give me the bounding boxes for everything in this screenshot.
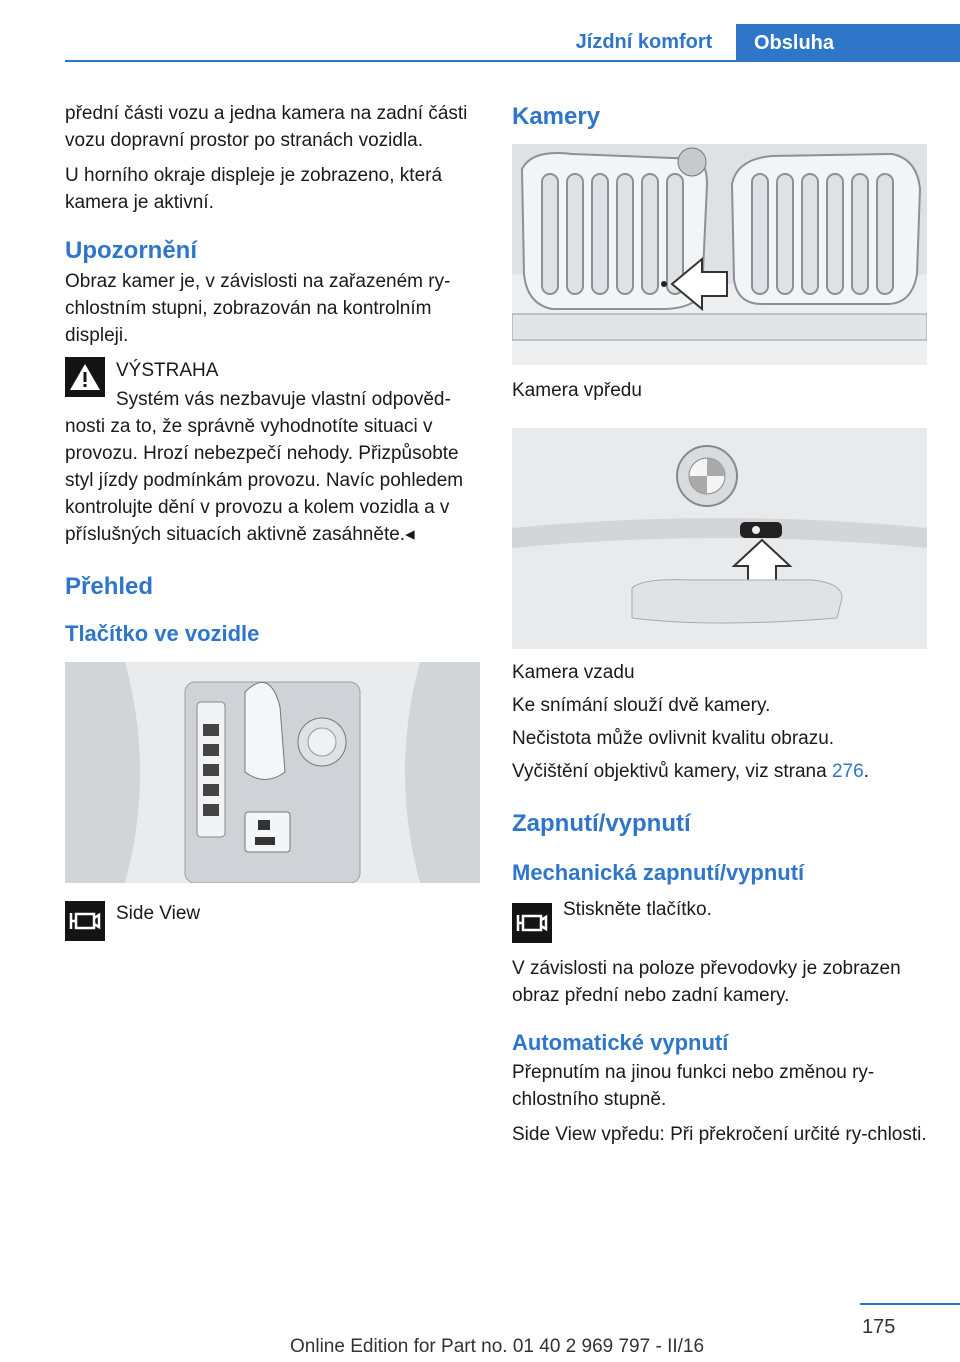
heading-on-off: Zapnutí/vypnutí bbox=[512, 810, 691, 837]
paragraph-active-camera: U horního okraje displeje je zobrazeno, která kamera je aktivní. bbox=[65, 165, 443, 213]
warning-title: VÝSTRAHA bbox=[116, 360, 219, 381]
footer-rule bbox=[860, 1303, 960, 1305]
right-column bbox=[512, 100, 928, 1156]
warning-body: Systém vás nezbavuje vlastní odpověd‐nosti za to, že správně vyhodnotíte situaci v provozu. Hrozí nebezpečí nehody. Přizpůsobte styl jízdy podmínkám provozu. Navíc pohledem kontrolujte dění v provozu a kolem vozidla a v příslušných situacích aktivně zasáhněte.◂ bbox=[65, 389, 464, 545]
paragraph-switch-function: Přepnutím na jinou funkci nebo změnou ry‐chlostního stupně. bbox=[512, 1062, 875, 1110]
press-button-instruction: Stiskněte tlačítko. bbox=[563, 899, 712, 920]
header-chapter-tab: Obsluha bbox=[736, 24, 960, 62]
paragraph-two-cameras: Ke snímání slouží dvě kamery. bbox=[512, 695, 771, 716]
edition-note: Online Edition for Part no. 01 40 2 969 797 - II/16 bbox=[290, 1336, 705, 1357]
caption-front-camera: Kamera vpředu bbox=[512, 380, 642, 401]
heading-cameras: Kamery bbox=[512, 103, 601, 130]
paragraph-cameras-side: přední části vozu a jedna kamera na zadní části vozu dopravní prostor po stranách vozidla. bbox=[65, 103, 468, 151]
heading-auto-off: Automatické vypnutí bbox=[512, 1030, 729, 1055]
side-view-camera-icon bbox=[512, 903, 552, 943]
paragraph-gear-position: V závislosti na poloze převodovky je zobrazen obraz přední nebo zadní kamery. bbox=[512, 958, 901, 1006]
paragraph-cleaning bbox=[512, 758, 928, 785]
warning-block bbox=[65, 357, 481, 548]
heading-note: Upozornění bbox=[65, 237, 197, 264]
heading-manual-on-off: Mechanická zapnutí/vypnutí bbox=[512, 860, 805, 885]
front-camera-image bbox=[512, 144, 927, 365]
paragraph-speed-threshold: Side View vpředu: Při překročení určité ry‐chlosti. bbox=[512, 1124, 927, 1145]
side-view-camera-icon bbox=[65, 901, 105, 941]
page-276-link[interactable]: 276 bbox=[831, 761, 864, 782]
page-number: 175 bbox=[862, 1316, 896, 1338]
header-section-tab: Jízdní komfort bbox=[575, 31, 713, 53]
warning-triangle-icon bbox=[65, 357, 105, 397]
left-column bbox=[65, 100, 481, 965]
heading-button-in-vehicle: Tlačítko ve vozidle bbox=[65, 621, 260, 646]
heading-overview: Přehled bbox=[65, 573, 154, 600]
cleaning-period: . bbox=[863, 761, 869, 782]
cleaning-text: Vyčištění objektivů kamery, viz strana bbox=[512, 761, 832, 782]
center-console-image bbox=[65, 662, 480, 883]
caption-rear-camera: Kamera vzadu bbox=[512, 662, 635, 683]
paragraph-dirt: Nečistota může ovlivnit kvalitu obrazu. bbox=[512, 728, 835, 749]
rear-camera-image bbox=[512, 428, 927, 649]
paragraph-note: Obraz kamer je, v závislosti na zařazeném ry‐chlostním stupni, zobrazován na kontrolním displeji. bbox=[65, 271, 451, 346]
side-view-label: Side View bbox=[116, 903, 201, 924]
header-rule bbox=[65, 60, 960, 62]
